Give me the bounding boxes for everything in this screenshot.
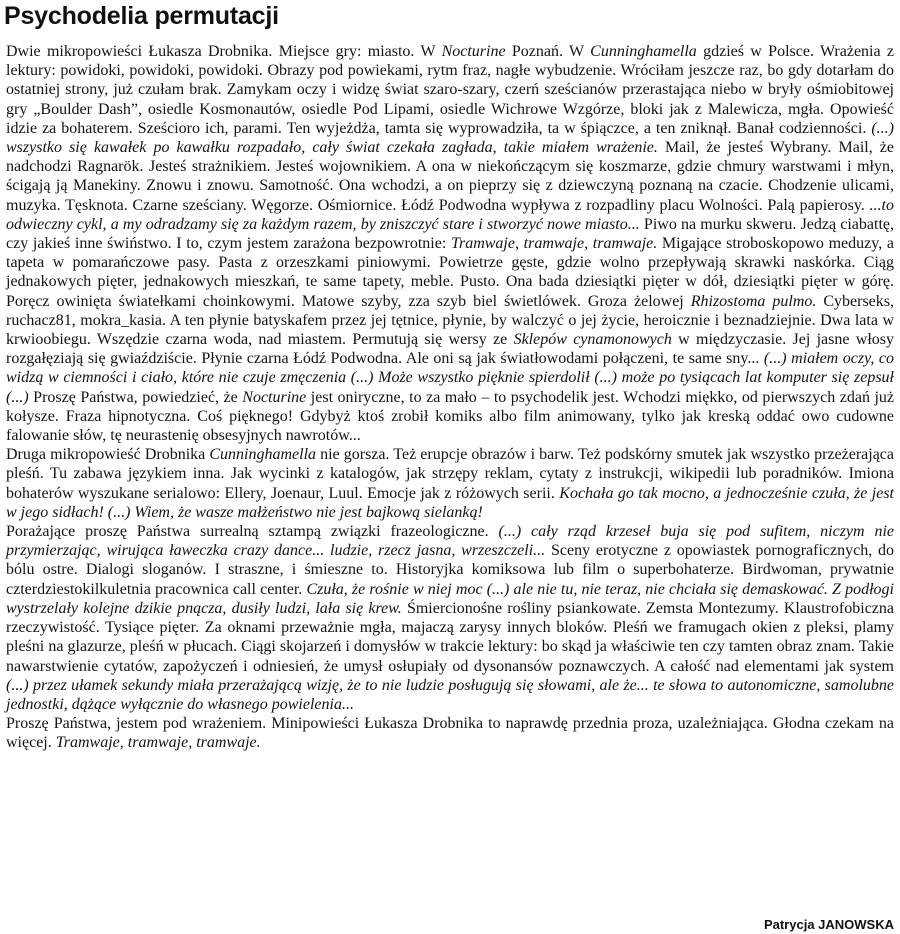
quoted-text: Cunninghamella <box>590 43 697 60</box>
quoted-text: (...) przez ułamek sekundy miała przerażającą wizję, że to nie ludzie posługują się słowami, ale że... te słowa to autonomiczne, samolubne jednostki, dążące wyłącznie do własnego powielenia... <box>6 676 894 713</box>
body-text: Piwo na murku skweru. Jedzą ciabattę, czy jakieś inne świństwo. I to, czym jestem zarażona bezpowrotnie: <box>6 215 895 253</box>
body-text: jest oniryczne, to za mało – to psychodelik jest. Wchodzi miękko, od pierwszych zdań już kołysze. Fraza hipnotyczna. Coś pięknego! Gdybyż ktoś zrobił komiks albo film animowany, tylko jak kreską oddać owo cudowne falowanie słów, tę neurastenię obsesyjnych nawrotów... <box>6 388 894 445</box>
body-text: Dwie mikropowieści Łukasza Drobnika. Miejsce gry: miasto. W <box>6 43 442 60</box>
article-paragraph <box>6 714 894 752</box>
author-signature: Patrycja JANOWSKA <box>763 917 894 932</box>
article-paragraph <box>6 522 894 714</box>
quoted-text: Sklepów cynamonowych <box>513 331 672 349</box>
quoted-text: Tramwaje, tramwaje, tramwaje. <box>55 734 261 752</box>
body-text: Cyberseks, ruchacz81, mokra_kasia. A ten płynie batyskafem przez jej tętnice, płynie, by walczyć o jej życie, heroicznie i beznadziejnie. Dwa lata w krwioobiegu. Wszędzie czarna woda, nad miastem. Permutują się wersy ze <box>6 292 895 349</box>
body-text: Sceny erotyczne z opowiastek pornograficznych, do bólu ostre. Dialogi sloganów. I straszne, i śmieszne to. Historyjka komiksowa lub film o superbohaterze. Birdwoman, prywatnie czterdziestokilkuletnia pracownica call center. <box>6 542 895 598</box>
quoted-text: (...) cały rząd krzeseł buja się pod sufitem, niczym nie przymierzając, wirująca ławeczka crazy dance... ludzie, rzecz jasna, wrzeszczeli... <box>6 523 894 560</box>
body-text: Druga mikropowieść Drobnika <box>6 446 210 464</box>
quoted-text: Tramwaje, tramwaje, tramwaje. <box>450 235 658 253</box>
body-text: w międzyczasie. Jej jasne włosy rozgałęziają się gwiaździście. Płynie czarna Łódź Podwodna. Ale oni są jak światłowodami połączeni, te same sny... <box>6 331 895 368</box>
body-text: nie gorsza. Też erupcje obrazów i barw. Też podskórny smutek jak wszystko przeżerająca pleśń. Tu zabawa językiem inna. Jak wycinki z katalogów, jak strzępy reklam, cytaty z instrukcji, wikipedii lub poradników. Imiona bohaterów wyszukane serialowo: Ellery, Joenaur, Luul. Emocje jak z różowych serii. <box>6 446 894 502</box>
body-text: Mail, że jesteś Wybrany. Mail, że nadchodzi Ragnarök. Jesteś strażnikiem. Jesteś wojownikiem. A ona w niekończącym się koszmarze, gdzie chmury warstwami i młyn, ścigają ją Manekiny. Znowu i znowu. Samotność. Ona wchodzi, a on pieprzy się z dziewczyną poznaną na czacie. Chodzenie ulicami, muzyka. Tęsknota. Czarne sześciany. Węgorze. Ośmiornice. Łódź Podwodna wypływa z rozpadliny placu Wolności. Palą papierosy. <box>6 139 895 214</box>
quoted-text: (...) wszystko się kawałek po kawałku rozpadało, cały świat czekała zagłada, takie miałem wrażenie. <box>6 119 894 157</box>
article-paragraph <box>6 445 894 522</box>
article-paragraph <box>6 42 894 445</box>
quoted-text: Nocturine <box>441 43 506 60</box>
quoted-text: Kochała go tak mocno, a jednocześnie czuła, że jest w jego sidłach! (...) Wiem, że wasze małżeństwo nie jest bajkową sielanką! <box>6 484 894 521</box>
body-text: Migające stroboskopowo meduzy, a tapeta w pomarańczowe pasy. Pasta z orzeszkami piniowymi. Powietrze gęste, gdzie wolno przepływają skrawki naskórka. Ciąg jednakowych pięter, jednakowych mieszkań, te same tapety, meble. Pusto. Ona bada dziesiątki pięter w dół, dziesiątki pięter w górę. Poręcz owinięta światełkami choinkowymi. Matowe szyby, zza szyb biel świetlówek. Groza żelowej <box>6 235 894 310</box>
body-text: Śmiercionośne rośliny psiankowate. Zemsta Montezumy. Klaustrofobiczna rzeczywistość. Tysiące pięter. Za oknami przeważnie mgła, majaczą zarysy innych bloków. Pleśń we framugach okien z pleksi, plamy pleśni na glazurze, pleśń w płucach. Ciągi skojarzeń i domysłów w trakcie lektury: bo skąd ja właściwie ten czy tamten obraz znam. Takie nawarstwienie cytatów, zapożyczeń i odniesień, że umysł osłupiały od dysonansów poznawczych. A całość nad elementami jak system <box>6 599 895 675</box>
quoted-text: Rhizostoma pulmo. <box>690 292 817 310</box>
article-title: Psychodelia permutacji <box>4 2 279 30</box>
body-text: Proszę Państwa, powiedzieć, że <box>28 388 243 406</box>
quoted-text: Czuła, że rośnie w niej moc (...) ale nie tu, nie teraz, nie chciała się demaskować. Z podłogi wystrzelały kolejne dzikie pnącza, dusiły ludzi, lała się krew. <box>6 580 894 617</box>
quoted-text: Nocturine <box>242 388 307 406</box>
body-text: gdzieś w Polsce. Wrażenia z lektury: powidoki, powidoki, powidoki. Obrazy pod powiekami, rytm fraz, nagłe wybudzenie. Wróciłam jeszcze raz, bo gdy dotarłam do ostatniej strony, już czułam brak. Zamykam oczy i widzę świat szaro-szary, czerń sześcianów przerastająca niebo w bryły ośmiobitowej gry „Boulder Dash”, osiedle Kosmonautów, osiedle Pod Lipami, osiedle Wichrowe Wzgórze, bloki jak z Malewicza, mgła. Opowieść idzie za bohaterem. Sześcioro ich, parami. Ten wyjeżdża, tamta się wyprowadziła, ta w śpiączce, a ten zniknął. Banał codzienności. <box>6 43 895 137</box>
quoted-text: ...to odwieczny cykl, a my odradzamy się za każdym razem, by zniszczyć stare i stworzyć nowe miasto... <box>6 196 894 233</box>
article-body <box>6 42 894 753</box>
body-text: Poznań. W <box>505 43 591 60</box>
quoted-text: (...) miałem oczy, co widzą w ciemności i ciało, które nie czuje zmęczenia (...) Może wszystko pięknie spierdolił (...) może po tysiącach lat komputer się zepsuł (...) <box>6 350 895 406</box>
body-text: Proszę Państwa, jestem pod wrażeniem. Minipowieści Łukasza Drobnika to naprawdę przednia proza, uzależniająca. Głodna czekam na więcej. <box>6 715 894 752</box>
quoted-text: Cunninghamella <box>209 446 317 464</box>
body-text: Porażające proszę Państwa surrealną sztampą związki frazeologiczne. <box>6 523 499 541</box>
